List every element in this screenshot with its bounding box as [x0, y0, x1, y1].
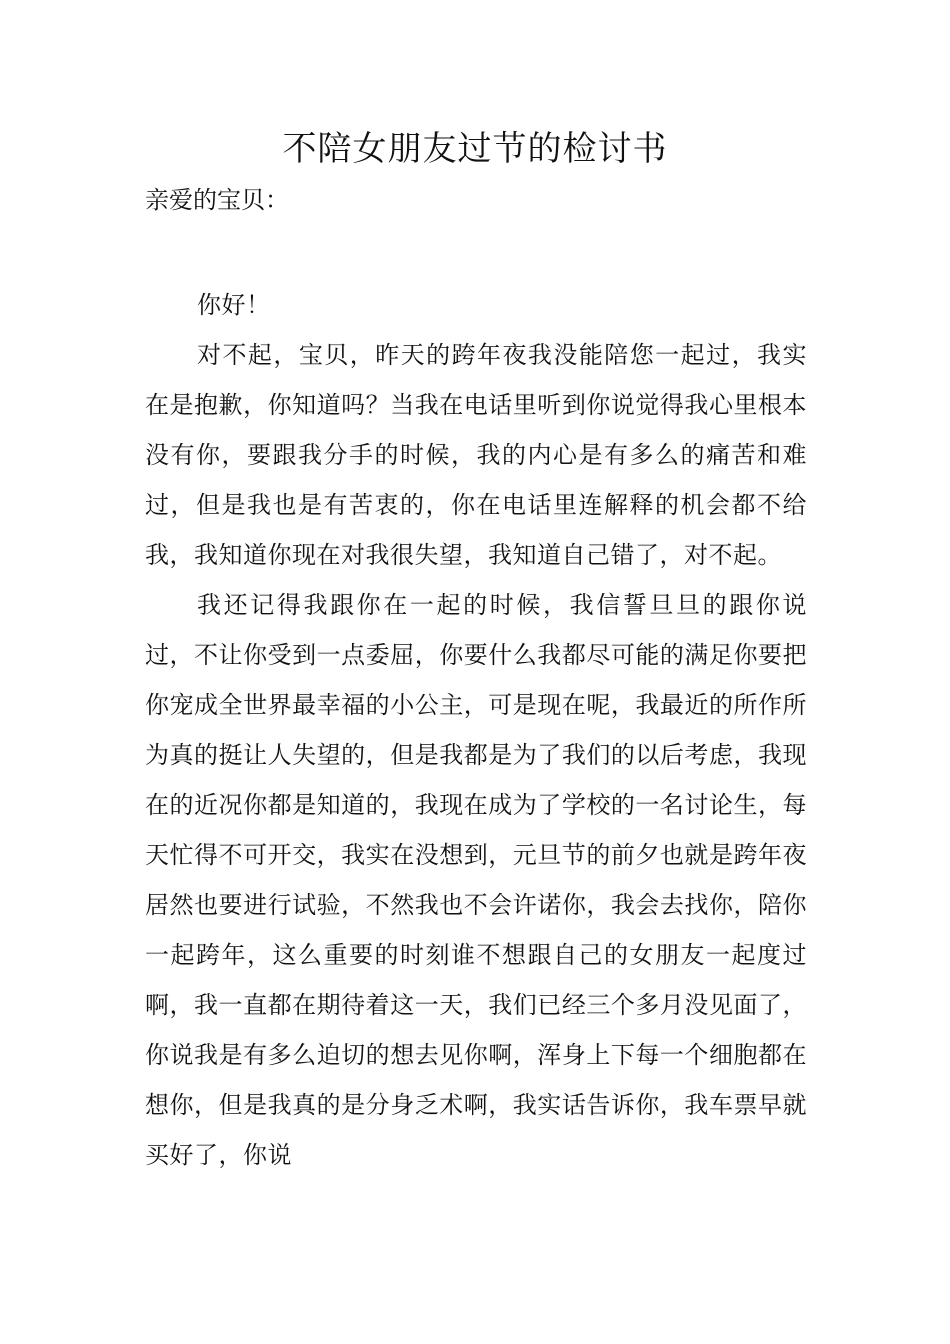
greeting: 你好！	[197, 291, 271, 319]
document-title: 不陪女朋友过节的检讨书	[282, 129, 668, 169]
salutation: 亲爱的宝贝：	[145, 186, 289, 214]
paragraph: 我还记得我跟你在一起的时候，我信誓旦旦的跟你说过，不让你受到一点委屈，你要什么我都尽可能的满足你要把你宠成全世界最幸福的小公主，可是现在呢，我最近的所作所为真的挺让人失望的，但是我都是为了我们的以后考虑，我现在的近况你都是知道的，我现在成为了学校的一名讨论生，每天忙得不可开交，我实在没想到，元旦节的前夕也就是跨年夜居然也要进行试验，不然我也不会许诺你，我会去找你，陪你一起跨年，这么重要的时刻谁不想跟自己的女朋友一起度过啊，我一直都在期待着这一天，我们已经三个多月没见面了，你说我是有多么迫切的想去见你啊，浑身上下每一个细胞都在想你，但是我真的是分身乏术啊，我实话告诉你，我车票早就买好了，你说	[145, 591, 807, 1169]
document-body	[145, 280, 807, 1180]
paragraph: 对不起，宝贝，昨天的跨年夜我没能陪您一起过，我实在是抱歉，你知道吗？当我在电话里听到你说觉得我心里根本没有你，要跟我分手的时候，我的内心是有多么的痛苦和难过，但是我也是有苦衷的，你在电话里连解释的机会都不给我，我知道你现在对我很失望，我知道自己错了，对不起。	[145, 341, 807, 569]
